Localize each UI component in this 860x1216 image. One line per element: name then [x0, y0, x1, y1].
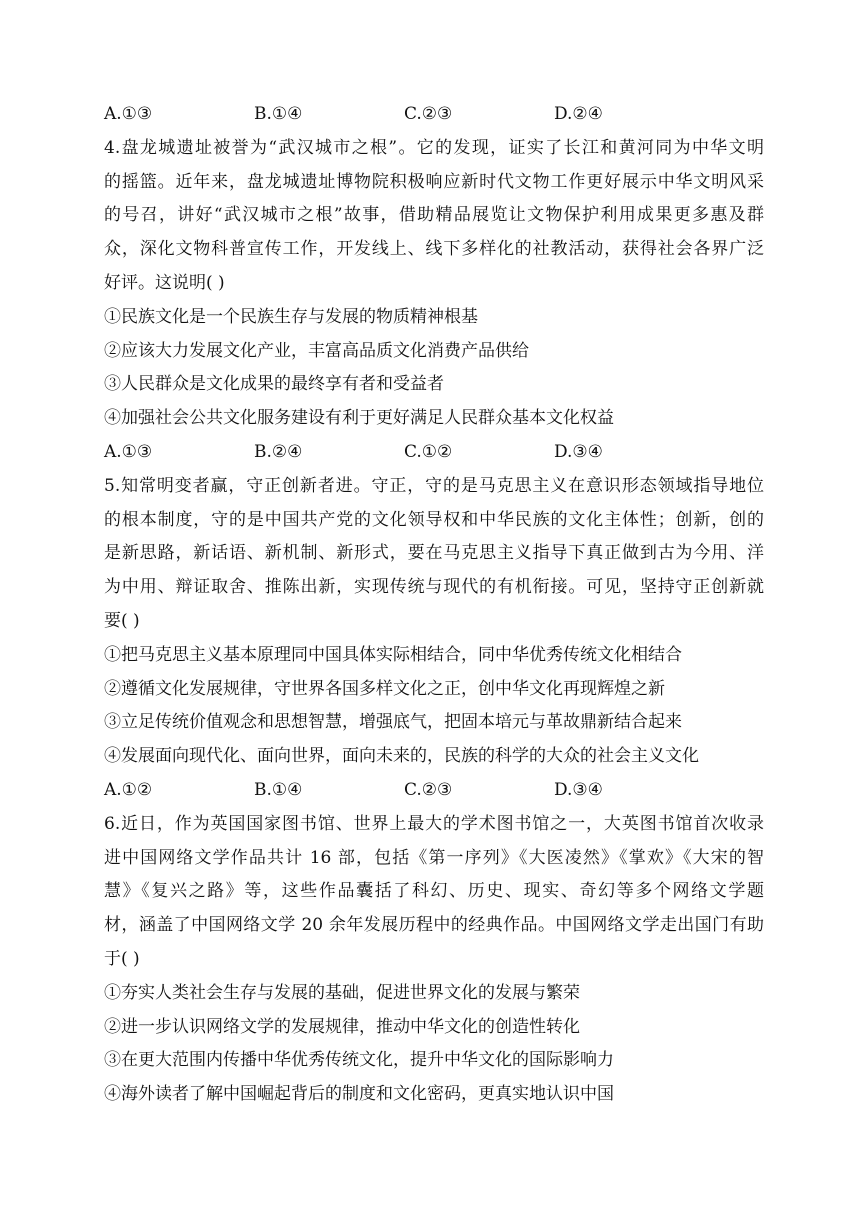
q6-statement-3: ③在更大范围内传播中华优秀传统文化，提升中华文化的国际影响力 [104, 1050, 614, 1071]
q3-option-a[interactable]: A.①③ [104, 104, 153, 124]
q4-stem-line: 4.盘龙城遗址被誉为“武汉城市之根”。它的发现，证实了长江和黄河同为中华文明 [104, 137, 764, 158]
q5-statement-2: ②遵循文化发展规律，守世界各国多样文化之正，创中华文化再现辉煌之新 [104, 678, 665, 699]
q5-option-a[interactable]: A.①② [104, 779, 153, 800]
question-4 [104, 132, 764, 470]
q4-stem-line: 好评。这说明( ) [104, 272, 225, 293]
q4-stem-line: 众，深化文物科普宣传工作，开发线上、线下多样化的社教活动，获得社会各界广泛 [104, 239, 764, 260]
q4-option-a[interactable]: A.①③ [104, 441, 153, 462]
q5-statement-3: ③立足传统价值观念和思想智慧，增强底气，把固本培元与革故鼎新结合起来 [104, 712, 682, 733]
q3-option-b[interactable]: B.①④ [254, 104, 303, 124]
q6-stem-line: 材，涵盖了中国网络文学 20 余年发展历程中的经典作品。中国网络文学走出国门有助 [104, 915, 764, 936]
q3-option-d[interactable]: D.②④ [554, 104, 603, 124]
question-page [104, 98, 764, 1112]
q4-stem-line: 的摇篮。近年来，盘龙城遗址博物院积极响应新时代文物工作更好展示中华文明风采 [104, 171, 764, 192]
q6-statement-4: ④海外读者了解中国崛起背后的制度和文化密码，更真实地认识中国 [104, 1084, 614, 1105]
question-6 [104, 808, 764, 1112]
q4-option-c[interactable]: C.①② [404, 441, 453, 462]
q5-stem-line: 为中用、辩证取舍、推陈出新，实现传统与现代的有机衔接。可见，坚持守正创新就 [104, 577, 764, 598]
q4-statement-2: ②应该大力发展文化产业，丰富高品质文化消费产品供给 [104, 340, 529, 361]
q5-statement-1: ①把马克思主义基本原理同中国具体实际相结合，同中华优秀传统文化相结合 [104, 644, 682, 665]
q6-stem-line: 慧》《复兴之路》等，这些作品囊括了科幻、历史、现实、奇幻等多个网络文学题 [104, 881, 764, 902]
q4-statement-4: ④加强社会公共文化服务建设有利于更好满足人民群众基本文化权益 [104, 408, 614, 429]
q4-stem-line: 的号召，讲好“武汉城市之根”故事，借助精品展览让文物保护利用成果更多惠及群 [104, 205, 764, 226]
q3-option-c[interactable]: C.②③ [404, 104, 453, 124]
q5-option-c[interactable]: C.②③ [404, 779, 453, 800]
q6-stem-line: 进中国网络文学作品共计 16 部，包括《第一序列》《大医凌然》《掌欢》《大宋的智 [104, 847, 764, 868]
q5-statement-4: ④发展面向现代化、面向世界，面向未来的，民族的科学的大众的社会主义文化 [104, 746, 699, 767]
q3-options [104, 98, 764, 132]
question-5 [104, 470, 764, 808]
q6-stem-line: 于( ) [104, 948, 140, 969]
q4-statement-3: ③人民群众是文化成果的最终享有者和受益者 [104, 374, 444, 395]
q4-option-d[interactable]: D.③④ [554, 441, 603, 462]
q5-options [104, 774, 764, 808]
q5-stem-line: 是新思路，新话语、新机制、新形式，要在马克思主义指导下真正做到古为今用、洋 [104, 543, 764, 564]
q5-option-b[interactable]: B.①④ [254, 779, 303, 800]
q4-options [104, 436, 764, 470]
q5-stem-line: 的根本制度，守的是中国共产党的文化领导权和中华民族的文化主体性；创新，创的 [104, 509, 764, 530]
q5-stem-line: 要( ) [104, 610, 140, 631]
q6-stem-line: 6.近日，作为英国国家图书馆、世界上最大的学术图书馆之一，大英图书馆首次收录 [104, 813, 764, 834]
q4-statement-1: ①民族文化是一个民族生存与发展的物质精神根基 [104, 306, 478, 327]
q6-statement-2: ②进一步认识网络文学的发展规律，推动中华文化的创造性转化 [104, 1016, 580, 1037]
q5-option-d[interactable]: D.③④ [554, 779, 603, 800]
q4-option-b[interactable]: B.②④ [254, 441, 303, 462]
q5-stem-line: 5.知常明变者赢，守正创新者进。守正，守的是马克思主义在意识形态领域指导地位 [104, 475, 764, 496]
q6-statement-1: ①夯实人类社会生存与发展的基础，促进世界文化的发展与繁荣 [104, 982, 580, 1003]
